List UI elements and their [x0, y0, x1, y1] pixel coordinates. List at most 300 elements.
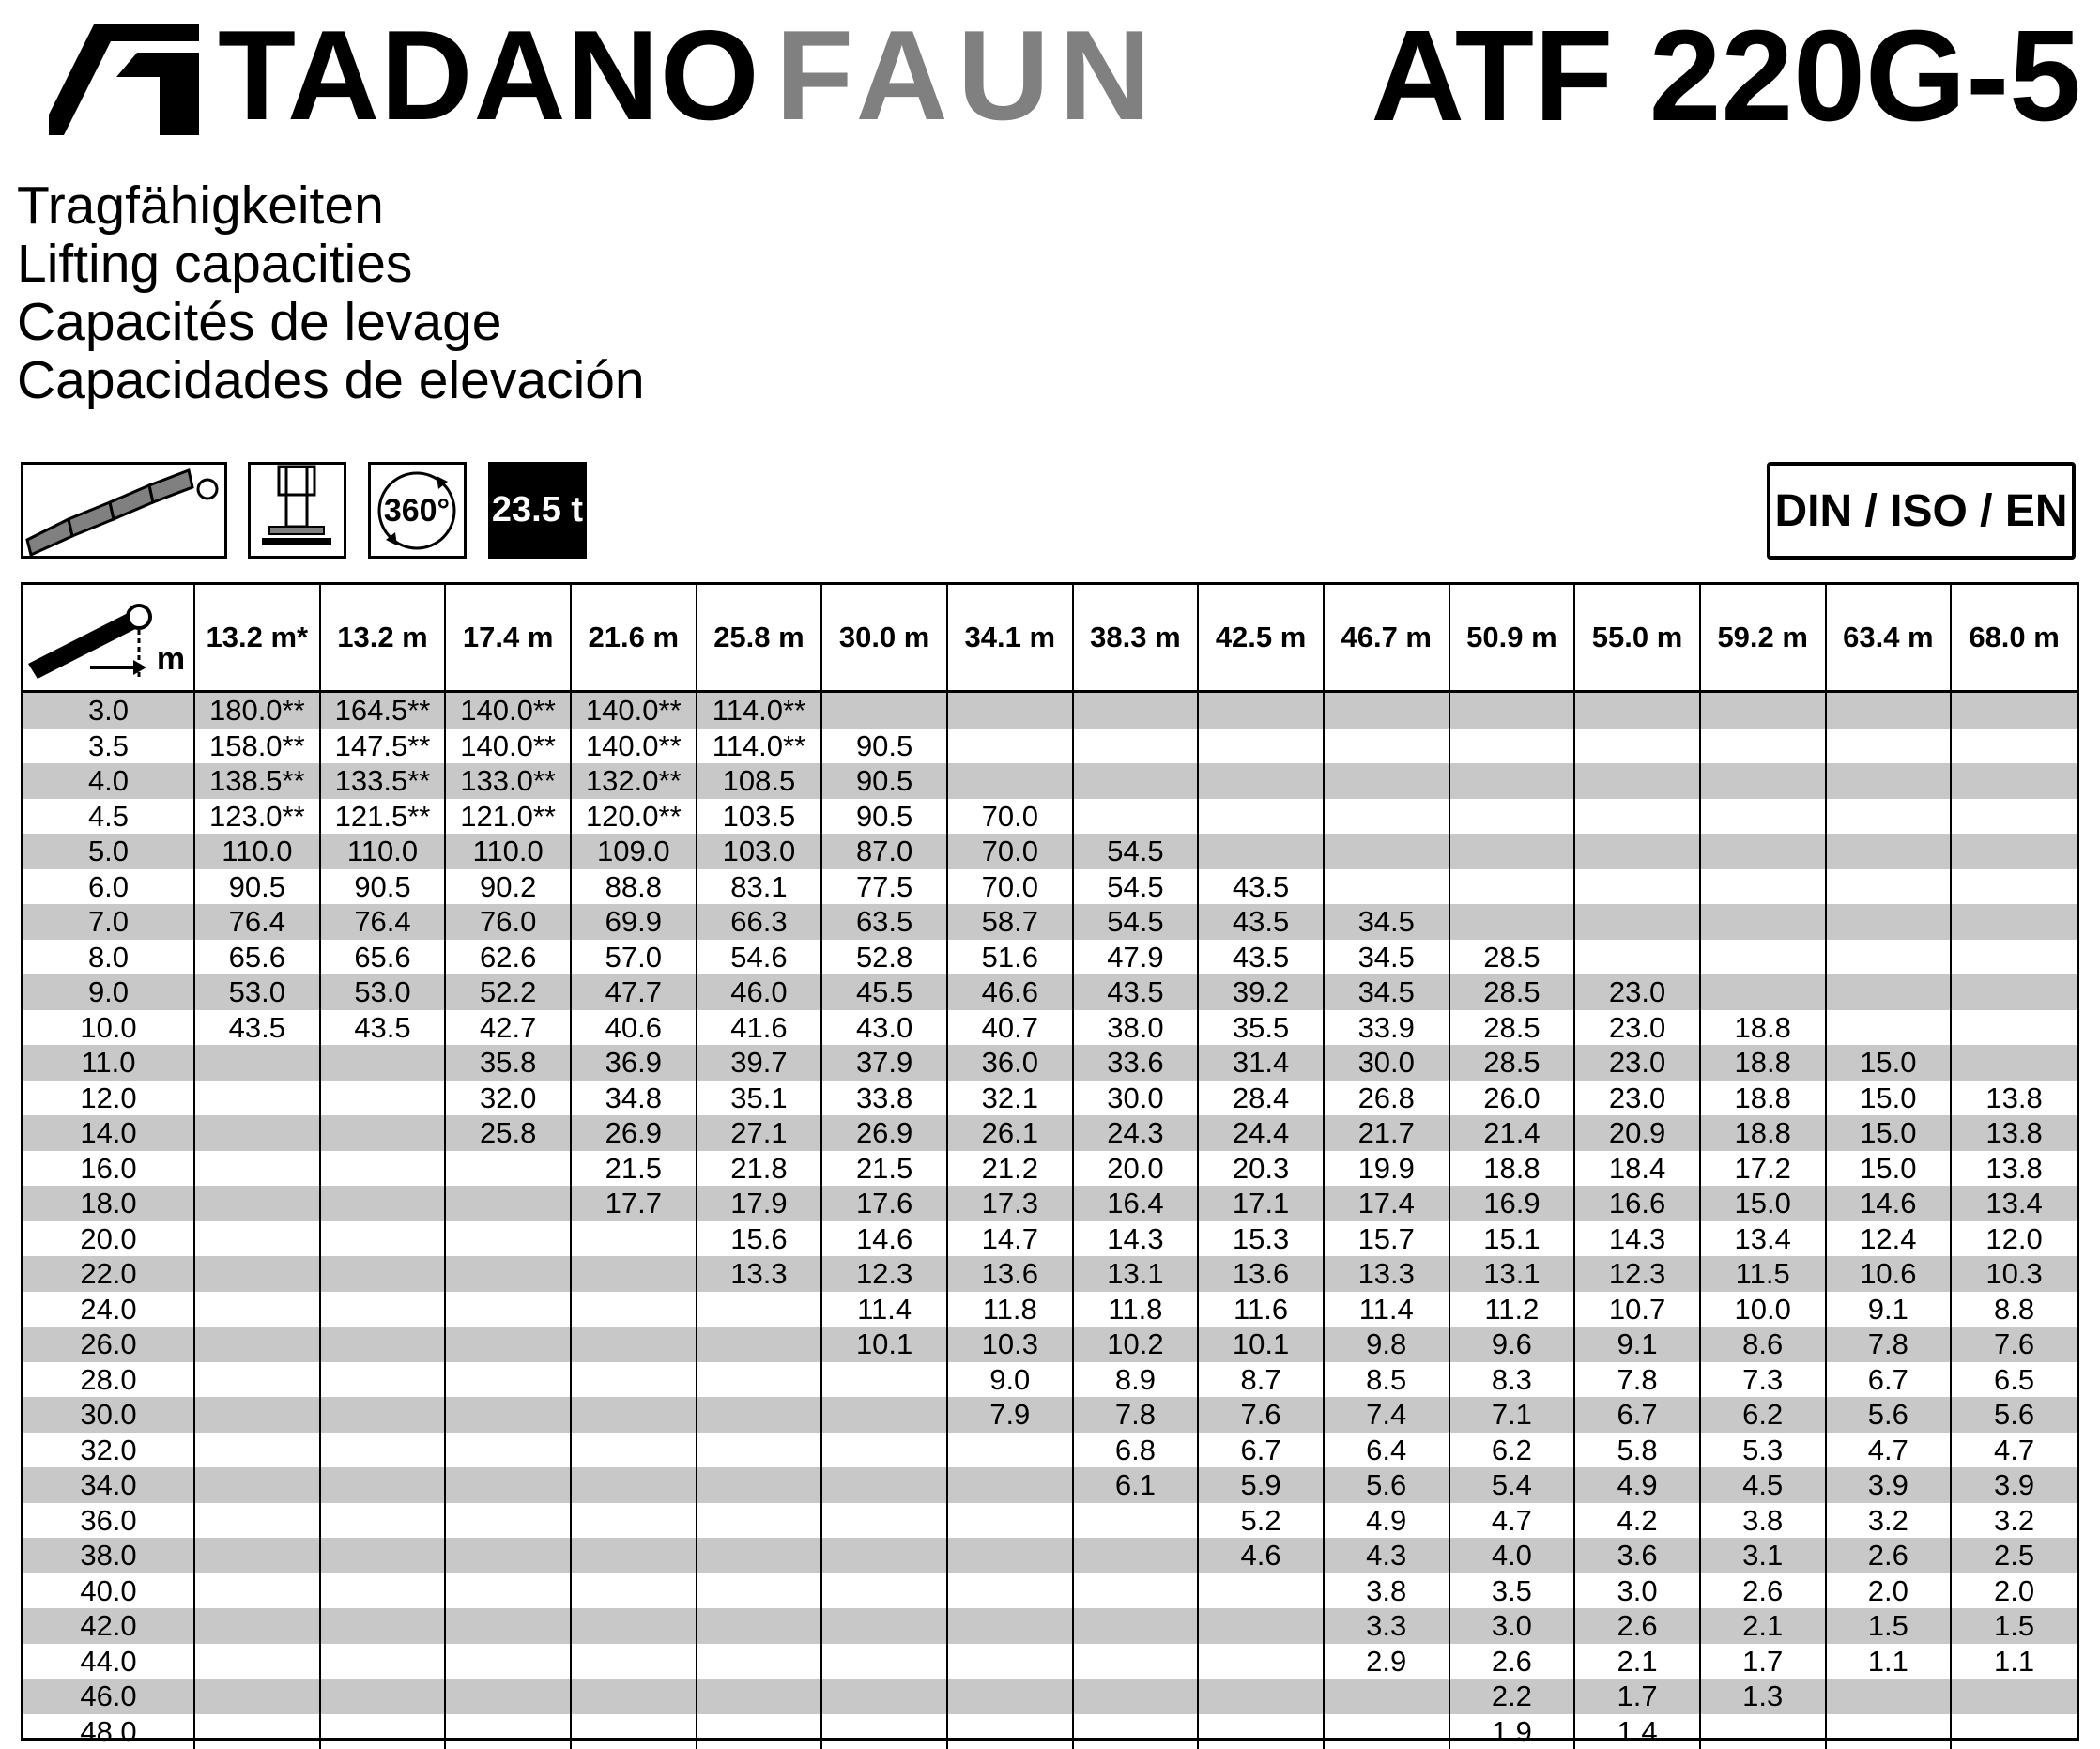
- capacity-cell: 36.0: [947, 1045, 1073, 1081]
- capacity-cell: 2.2: [1449, 1679, 1575, 1714]
- capacity-cell: [445, 1467, 571, 1503]
- capacity-cell: 69.9: [571, 904, 697, 940]
- capacity-cell: [697, 1503, 822, 1539]
- capacity-cell: 2.6: [1449, 1644, 1575, 1680]
- capacity-cell: 13.1: [1449, 1256, 1575, 1292]
- capacity-cell: 10.1: [821, 1327, 947, 1362]
- capacity-cell: [320, 1433, 446, 1468]
- capacity-cell: 26.0: [1449, 1081, 1575, 1116]
- capacity-cell: [1951, 729, 2077, 764]
- capacity-cell: 42.7: [445, 1010, 571, 1046]
- boom-length-header: 46.7 m: [1324, 585, 1449, 692]
- capacity-cell: [1449, 834, 1575, 869]
- capacity-cell: 17.9: [697, 1186, 822, 1221]
- capacity-cell: [320, 1714, 446, 1749]
- capacity-cell: 3.6: [1574, 1538, 1700, 1573]
- capacity-cell: 1.7: [1700, 1644, 1826, 1680]
- capacity-cell: 46.0: [697, 974, 822, 1010]
- capacity-cell: 15.0: [1826, 1151, 1952, 1187]
- capacity-cell: 21.5: [571, 1151, 697, 1187]
- radius-cell: 11.0: [23, 1045, 194, 1081]
- capacity-cell: [1574, 763, 1700, 799]
- capacity-cell: 18.8: [1700, 1010, 1826, 1046]
- capacity-cell: 4.5: [1700, 1467, 1826, 1503]
- boom-radius-icon: [24, 585, 193, 683]
- capacity-cell: [697, 1433, 822, 1468]
- capacity-cell: 133.0**: [445, 763, 571, 799]
- capacity-cell: 3.5: [1449, 1573, 1575, 1609]
- capacity-cell: 23.0: [1574, 1045, 1700, 1081]
- radius-cell: 44.0: [23, 1644, 194, 1680]
- capacity-cell: 10.2: [1073, 1327, 1199, 1362]
- capacity-cell: 21.2: [947, 1151, 1073, 1187]
- table-row: [23, 1221, 2077, 1257]
- capacity-cell: [947, 1538, 1073, 1573]
- capacity-cell: 90.5: [821, 799, 947, 835]
- capacity-cell: [821, 1397, 947, 1433]
- capacity-cell: [1700, 974, 1826, 1010]
- capacity-cell: 1.1: [1994, 1644, 2035, 1678]
- capacity-cell: [1324, 692, 1449, 729]
- table-row: [23, 763, 2077, 799]
- capacity-cell: [697, 1362, 822, 1398]
- capacity-cell: 1.5: [1951, 1608, 2077, 1644]
- capacity-cell: 6.1: [1073, 1467, 1199, 1503]
- capacity-cell: 63.5: [821, 904, 947, 940]
- capacity-cell: [445, 1327, 571, 1362]
- capacity-cell: [194, 1573, 320, 1609]
- capacity-cell: 18.8: [1700, 1115, 1826, 1151]
- tadano-logo-icon: [49, 24, 199, 135]
- capacity-cell: 8.6: [1700, 1327, 1826, 1362]
- capacity-cell: 11.5: [1700, 1256, 1826, 1292]
- capacity-cell: 40.6: [571, 1010, 697, 1046]
- capacity-cell: [947, 692, 1073, 729]
- radius-cell: 10.0: [23, 1010, 194, 1046]
- capacity-cell: [1700, 904, 1826, 940]
- capacity-cell: 14.3: [1574, 1221, 1700, 1257]
- capacity-cell: [1700, 692, 1826, 729]
- capacity-cell: 15.3: [1198, 1221, 1324, 1257]
- capacity-cell: [947, 1433, 1073, 1468]
- capacity-cell: 14.6: [1826, 1186, 1952, 1221]
- capacity-cell: 6.5: [1994, 1362, 2035, 1396]
- capacity-cell: [1198, 1679, 1324, 1714]
- capacity-cell: [571, 1221, 697, 1257]
- capacity-cell: 9.6: [1449, 1327, 1575, 1362]
- capacity-cell: [1073, 692, 1199, 729]
- capacity-cell: 4.7: [1449, 1503, 1575, 1539]
- load-chart-table: [21, 582, 2079, 1748]
- capacity-cell: [1826, 1679, 1952, 1714]
- capacity-cell: 7.4: [1324, 1397, 1449, 1433]
- capacity-cell: 5.2: [1198, 1503, 1324, 1539]
- capacity-cell: 34.5: [1324, 974, 1449, 1010]
- capacity-cell: 53.0: [194, 974, 320, 1010]
- capacity-cell: 62.6: [445, 940, 571, 975]
- capacity-cell: 12.3: [1574, 1256, 1700, 1292]
- capacity-cell: [697, 1679, 822, 1714]
- radius-cell: 7.0: [23, 904, 194, 940]
- capacity-cell: 10.6: [1826, 1256, 1952, 1292]
- capacity-cell: 3.2: [1826, 1503, 1952, 1539]
- table-row: [23, 1397, 2077, 1433]
- capacity-cell: 140.0**: [445, 692, 571, 729]
- radius-cell: 16.0: [23, 1151, 194, 1187]
- capacity-cell: [1574, 729, 1700, 764]
- table-row: [23, 1256, 2077, 1292]
- capacity-cell: 30.0: [1324, 1045, 1449, 1081]
- radius-cell: 14.0: [23, 1115, 194, 1151]
- capacity-cell: [1198, 763, 1324, 799]
- capacity-cell: [320, 1679, 446, 1714]
- capacity-cell: 4.7: [1826, 1433, 1952, 1468]
- capacity-cell: [821, 1714, 947, 1749]
- capacity-cell: [1198, 1644, 1324, 1680]
- capacity-cell: 13.1: [1073, 1256, 1199, 1292]
- table-row: [23, 869, 2077, 905]
- capacity-cell: [947, 1573, 1073, 1609]
- capacity-cell: 90.5: [821, 729, 947, 764]
- capacity-cell: [320, 1186, 446, 1221]
- capacity-cell: 3.8: [1324, 1573, 1449, 1609]
- capacity-cell: 12.4: [1826, 1221, 1952, 1257]
- capacity-cell: 109.0: [571, 834, 697, 869]
- capacity-cell: [1700, 763, 1826, 799]
- capacity-cell: 43.5: [1198, 904, 1324, 940]
- table-row: [23, 1186, 2077, 1221]
- capacity-cell: 19.9: [1324, 1151, 1449, 1187]
- capacity-cell: 110.0: [194, 834, 320, 869]
- radius-cell: 30.0: [23, 1397, 194, 1433]
- capacity-cell: [1574, 904, 1700, 940]
- capacity-cell: [445, 1221, 571, 1257]
- capacity-cell: [1826, 799, 1952, 835]
- capacity-cell: 14.6: [821, 1221, 947, 1257]
- capacity-cell: 32.0: [445, 1081, 571, 1116]
- capacity-cell: 2.6: [1574, 1608, 1700, 1644]
- capacity-cell: 3.0: [1574, 1573, 1700, 1609]
- capacity-cell: 11.4: [1324, 1292, 1449, 1327]
- capacity-cell: [1073, 799, 1199, 835]
- capacity-cell: 20.3: [1198, 1151, 1324, 1187]
- table-row: [23, 1362, 2077, 1398]
- capacity-cell: [1826, 904, 1952, 940]
- radius-cell: 26.0: [23, 1327, 194, 1362]
- capacity-cell: 65.6: [320, 940, 446, 975]
- capacity-cell: 4.7: [1994, 1433, 2035, 1466]
- capacity-cell: [571, 1397, 697, 1433]
- capacity-cell: [445, 1573, 571, 1609]
- capacity-cell: [571, 1608, 697, 1644]
- capacity-cell: 36.9: [571, 1045, 697, 1081]
- radius-cell: 36.0: [23, 1503, 194, 1539]
- capacity-cell: [1951, 869, 2077, 905]
- capacity-cell: 43.0: [821, 1010, 947, 1046]
- capacity-cell: [1198, 729, 1324, 764]
- capacity-cell: [1700, 869, 1826, 905]
- capacity-cell: 3.8: [1700, 1503, 1826, 1539]
- capacity-cell: [194, 1186, 320, 1221]
- capacity-cell: 11.8: [947, 1292, 1073, 1327]
- capacity-cell: 43.5: [320, 1010, 446, 1046]
- capacity-cell: 5.8: [1574, 1433, 1700, 1468]
- capacity-cell: 158.0**: [194, 729, 320, 764]
- capacity-cell: [1951, 974, 2077, 1010]
- capacity-cell: 13.6: [1198, 1256, 1324, 1292]
- capacity-cell: 25.8: [445, 1115, 571, 1151]
- capacity-cell: 147.5**: [320, 729, 446, 764]
- capacity-cell: 10.7: [1574, 1292, 1700, 1327]
- capacity-cell: 8.5: [1324, 1362, 1449, 1398]
- capacity-cell: [947, 763, 1073, 799]
- capacity-cell: 4.0: [1449, 1538, 1575, 1573]
- capacity-cell: 43.5: [1198, 940, 1324, 975]
- capacity-cell: 7.3: [1700, 1362, 1826, 1398]
- capacity-cell: 21.4: [1449, 1115, 1575, 1151]
- capacity-cell: [947, 1503, 1073, 1539]
- boom-length-header: 59.2 m: [1700, 585, 1826, 692]
- capacity-cell: [571, 1644, 697, 1680]
- table-row: [23, 1115, 2077, 1151]
- capacity-cell: 2.6: [1700, 1573, 1826, 1609]
- capacity-cell: [1324, 763, 1449, 799]
- capacity-cell: [194, 1503, 320, 1539]
- capacity-cell: [194, 1045, 320, 1081]
- capacity-cell: 15.1: [1449, 1221, 1575, 1257]
- radius-cell: 3.5: [23, 729, 194, 764]
- capacity-cell: 54.6: [697, 940, 822, 975]
- capacity-cell: 1.1: [1826, 1644, 1952, 1680]
- capacity-cell: [194, 1292, 320, 1327]
- capacity-cell: 1.7: [1574, 1679, 1700, 1714]
- capacity-cell: [1198, 1608, 1324, 1644]
- capacity-cell: [194, 1115, 320, 1151]
- capacity-cell: [194, 1538, 320, 1573]
- capacity-cell: 8.3: [1449, 1362, 1575, 1398]
- capacity-cell: [821, 1679, 947, 1714]
- capacity-cell: [1574, 799, 1700, 835]
- capacity-cell: [1073, 763, 1199, 799]
- capacity-cell: [1826, 974, 1952, 1010]
- capacity-cell: 13.8: [1985, 1151, 2043, 1185]
- capacity-cell: 3.9: [1951, 1467, 2077, 1503]
- capacity-cell: 7.8: [1826, 1327, 1952, 1362]
- capacity-cell: 2.5: [1951, 1538, 2077, 1573]
- capacity-cell: 66.3: [697, 904, 822, 940]
- capacity-cell: [1826, 763, 1952, 799]
- capacity-cell: 114.0**: [697, 692, 822, 729]
- capacity-cell: [1198, 1573, 1324, 1609]
- capacity-cell: [320, 1503, 446, 1539]
- capacity-cell: [445, 1186, 571, 1221]
- capacity-cell: 17.6: [821, 1186, 947, 1221]
- capacity-cell: [194, 1714, 320, 1749]
- capacity-cell: 108.5: [697, 763, 822, 799]
- capacity-cell: 4.9: [1574, 1467, 1700, 1503]
- capacity-cell: 15.0: [1826, 1115, 1952, 1151]
- capacity-cell: 27.1: [697, 1115, 822, 1151]
- capacity-cell: 16.6: [1574, 1186, 1700, 1221]
- capacity-cell: 52.8: [821, 940, 947, 975]
- capacity-cell: 26.9: [571, 1115, 697, 1151]
- capacity-cell: 4.3: [1324, 1538, 1449, 1573]
- radius-cell: 22.0: [23, 1256, 194, 1292]
- capacity-cell: [1826, 1714, 1952, 1749]
- radius-cell: 28.0: [23, 1362, 194, 1398]
- capacity-cell: [194, 1397, 320, 1433]
- capacity-cell: [1826, 692, 1952, 729]
- radius-cell: 9.0: [23, 974, 194, 1010]
- capacity-cell: [445, 1397, 571, 1433]
- capacity-cell: 5.4: [1449, 1467, 1575, 1503]
- capacity-cell: 46.6: [947, 974, 1073, 1010]
- capacity-cell: 17.2: [1700, 1151, 1826, 1187]
- capacity-cell: 58.7: [947, 904, 1073, 940]
- capacity-cell: [445, 1608, 571, 1644]
- capacity-cell: 5.6: [1324, 1467, 1449, 1503]
- capacity-cell: [320, 1644, 446, 1680]
- capacity-cell: [194, 1644, 320, 1680]
- capacity-cell: [1324, 869, 1449, 905]
- boom-length-header: 38.3 m: [1073, 585, 1199, 692]
- capacity-cell: [821, 1608, 947, 1644]
- capacity-cell: 28.5: [1449, 974, 1575, 1010]
- capacity-cell: 38.0: [1073, 1010, 1199, 1046]
- boom-length-header: 30.0 m: [821, 585, 947, 692]
- capacity-cell: [1951, 799, 2077, 835]
- radius-corner-cell: [23, 585, 194, 692]
- capacity-cell: 103.5: [697, 799, 822, 835]
- capacity-cell: 28.4: [1198, 1081, 1324, 1116]
- capacity-cell: 40.7: [947, 1010, 1073, 1046]
- table-row: [23, 1608, 2077, 1644]
- capacity-cell: 10.3: [947, 1327, 1073, 1362]
- capacity-cell: [947, 1608, 1073, 1644]
- capacity-cell: 6.7: [1574, 1397, 1700, 1433]
- capacity-cell: 103.0: [697, 834, 822, 869]
- radius-cell: 20.0: [23, 1221, 194, 1257]
- title-block: [17, 176, 645, 409]
- capacity-cell: 15.0: [1700, 1186, 1826, 1221]
- capacity-cell: [1951, 834, 2077, 869]
- table-row: [23, 1679, 2077, 1714]
- capacity-cell: 54.5: [1073, 869, 1199, 905]
- capacity-cell: [1700, 940, 1826, 975]
- capacity-cell: [320, 1397, 446, 1433]
- capacity-cell: [697, 1292, 822, 1327]
- capacity-cell: 70.0: [947, 799, 1073, 835]
- telescopic-boom-icon: [21, 462, 227, 559]
- radius-cell: 12.0: [23, 1081, 194, 1116]
- capacity-cell: [1826, 729, 1952, 764]
- capacity-cell: 51.6: [947, 940, 1073, 975]
- capacity-cell: 35.5: [1198, 1010, 1324, 1046]
- capacity-cell: [445, 1433, 571, 1468]
- capacity-cell: 121.0**: [445, 799, 571, 835]
- capacity-cell: 8.7: [1198, 1362, 1324, 1398]
- capacity-cell: 57.0: [571, 940, 697, 975]
- capacity-cell: 133.5**: [320, 763, 446, 799]
- capacity-cell: 11.8: [1073, 1292, 1199, 1327]
- boom-length-header: 13.2 m*: [194, 585, 320, 692]
- capacity-cell: [1826, 869, 1952, 905]
- capacity-cell: [1324, 1714, 1449, 1749]
- capacity-cell: 2.1: [1574, 1644, 1700, 1680]
- capacity-cell: 6.8: [1073, 1433, 1199, 1468]
- capacity-cell: [821, 1433, 947, 1468]
- table-row: [23, 1327, 2077, 1362]
- capacity-cell: 34.5: [1324, 904, 1449, 940]
- table-row: [23, 1714, 2077, 1749]
- capacity-cell: [1449, 869, 1575, 905]
- capacity-cell: 6.4: [1324, 1433, 1449, 1468]
- capacity-cell: [1826, 1010, 1952, 1046]
- title-es: Capacidades de elevación: [17, 350, 645, 410]
- capacity-cell: [1324, 729, 1449, 764]
- capacity-cell: 3.3: [1324, 1608, 1449, 1644]
- capacity-cell: 52.2: [445, 974, 571, 1010]
- capacity-cell: 15.0: [1826, 1081, 1952, 1116]
- capacity-cell: 120.0**: [571, 799, 697, 835]
- capacity-cell: [320, 1573, 446, 1609]
- capacity-cell: [1449, 729, 1575, 764]
- capacity-cell: [821, 1362, 947, 1398]
- capacity-cell: [571, 1503, 697, 1539]
- rotation-360-icon: [368, 462, 467, 559]
- capacity-cell: [445, 1362, 571, 1398]
- capacity-cell: [1951, 692, 2077, 729]
- capacity-cell: 121.5**: [320, 799, 446, 835]
- capacity-cell: 20.9: [1574, 1115, 1700, 1151]
- capacity-cell: 3.2: [1994, 1503, 2035, 1537]
- capacity-cell: 7.6: [1198, 1397, 1324, 1433]
- capacity-cell: 90.5: [320, 869, 446, 905]
- capacity-cell: 3.1: [1700, 1538, 1826, 1573]
- capacity-cell: 17.7: [571, 1186, 697, 1221]
- capacity-cell: [445, 1714, 571, 1749]
- capacity-cell: 138.5**: [194, 763, 320, 799]
- capacity-cell: 18.8: [1700, 1081, 1826, 1116]
- capacity-cell: [445, 1538, 571, 1573]
- capacity-cell: [320, 1362, 446, 1398]
- capacity-cell: 76.4: [194, 904, 320, 940]
- capacity-cell: 10.1: [1198, 1327, 1324, 1362]
- capacity-cell: 14.7: [947, 1221, 1073, 1257]
- radius-cell: 24.0: [23, 1292, 194, 1327]
- capacity-cell: 21.5: [821, 1151, 947, 1187]
- capacity-cell: 53.0: [320, 974, 446, 1010]
- capacity-cell: 4.2: [1574, 1503, 1700, 1539]
- capacity-cell: 5.6: [1826, 1397, 1952, 1433]
- capacity-cell: [1951, 1045, 2077, 1081]
- table-row: [23, 1538, 2077, 1573]
- capacity-cell: [571, 1256, 697, 1292]
- capacity-cell: [320, 1327, 446, 1362]
- capacity-cell: 164.5**: [320, 692, 446, 729]
- capacity-cell: [1951, 763, 2077, 799]
- boom-length-header: 17.4 m: [445, 585, 571, 692]
- boom-length-header: 21.6 m: [571, 585, 697, 692]
- capacity-cell: 123.0**: [194, 799, 320, 835]
- capacity-cell: [1073, 1608, 1199, 1644]
- radius-cell: 18.0: [23, 1186, 194, 1221]
- brand-faun: FAUN: [775, 4, 1161, 146]
- capacity-cell: 3.9: [1826, 1467, 1952, 1503]
- capacity-cell: 13.3: [697, 1256, 822, 1292]
- brand-tadano: TADANO: [218, 4, 760, 146]
- capacity-cell: 28.5: [1449, 1010, 1575, 1046]
